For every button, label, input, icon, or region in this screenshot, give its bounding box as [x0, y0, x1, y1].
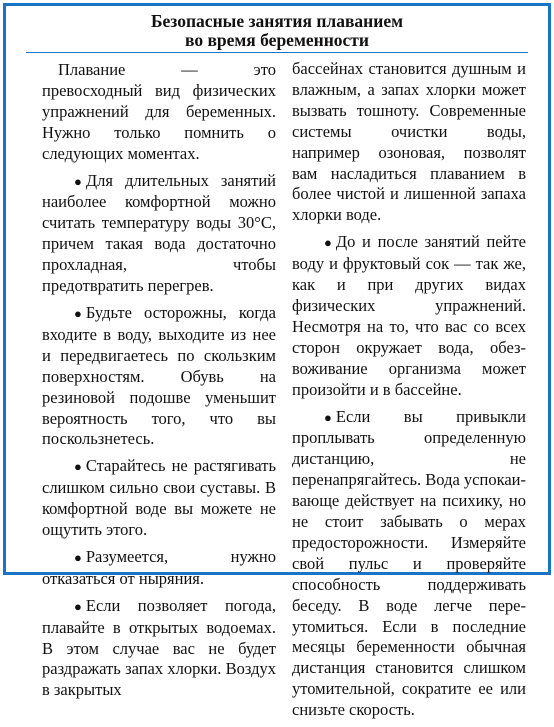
article-frame [3, 3, 551, 720]
continued-paragraph [292, 59, 526, 226]
bullet-paragraph-1 [42, 171, 276, 297]
title-line-2: во время беременности [184, 30, 369, 50]
bullet-text-1: Для длительных занятий наиболее комфортной можно считать температуру воды 30°C, причем такая вода достаточно прохладная, чтобы предотвратить перегрев. [42, 170, 276, 296]
title-line-1: Безопасные занятия плаванием [150, 11, 404, 31]
bullet-text-7: Если вы привыкли проплывать определенную дистанцию, не перенапрягайтесь. Вода успокаивающе действует на психику, но не стоит забывать о мерах предосторожности. Измеряйте свой пульс и проверяйте способность поддерживать беседу. В воде легче переутомиться. Если в последние месяцы беременности обычная дистанция становится слишком утомительной, сократите ее или снизьте скорость. [292, 406, 526, 720]
bullet-text-3: Старайтесь не растягивать слишком сильно свои суставы. В комфортной воде вы можете не ощутить этого. [42, 456, 276, 540]
bullet-paragraph-6 [292, 232, 526, 400]
bullet-icon: ● [324, 235, 332, 251]
bullet-text-4: Разумеется, нужно отказаться от ныряния. [42, 546, 276, 588]
intro-text: Плавание — это превосходный вид физических упражнений для беременных. Нужно только помнить о следующих моментах. [42, 60, 276, 163]
bullet-text-5: Если позволяет погода, плавайте в открытых водоемах. В этом случае вас не будет раздражать запах хлорки. Воздух в закрытых [42, 595, 276, 700]
bullet-text-2: Будьте осторожны, когда входите в воду, выходите из нее и передвигаетесь по скользким поверхностям. Обувь на резиновой подошве уменьшит вероятность того, что вы поскользнетесь. [42, 302, 276, 449]
right-column [292, 59, 526, 727]
bullet-text-6: До и после занятий пейте воду и фруктовый сок — так же, как и при других видах физических упражнений. Несмотря на то, что вас со всех сторон окружает вода, обезвоживание организма может произойти и в бассейне. [292, 232, 526, 399]
bullet-icon: ● [74, 459, 82, 475]
bullet-paragraph-4 [42, 547, 276, 590]
bullet-paragraph-5 [42, 596, 276, 702]
left-column [42, 60, 276, 707]
intro-paragraph [42, 60, 276, 165]
bullet-paragraph-2 [42, 303, 276, 450]
bullet-icon: ● [74, 598, 82, 614]
title-divider [26, 52, 528, 53]
bullet-paragraph-3 [42, 456, 276, 541]
bullet-icon: ● [74, 549, 82, 565]
bullet-icon: ● [74, 305, 82, 321]
continued-text: бассейнах становится душным и влажным, а запах хлорки может вызвать тошноту. Современные системы очистки воды, например озоновая, позволят вам насладиться плаванием в более чистой и лишенной запаха хлорки воде. [292, 59, 526, 225]
bullet-paragraph-7 [292, 407, 526, 722]
article-title [6, 12, 548, 50]
bullet-icon: ● [324, 409, 332, 425]
bullet-icon: ● [74, 173, 82, 189]
